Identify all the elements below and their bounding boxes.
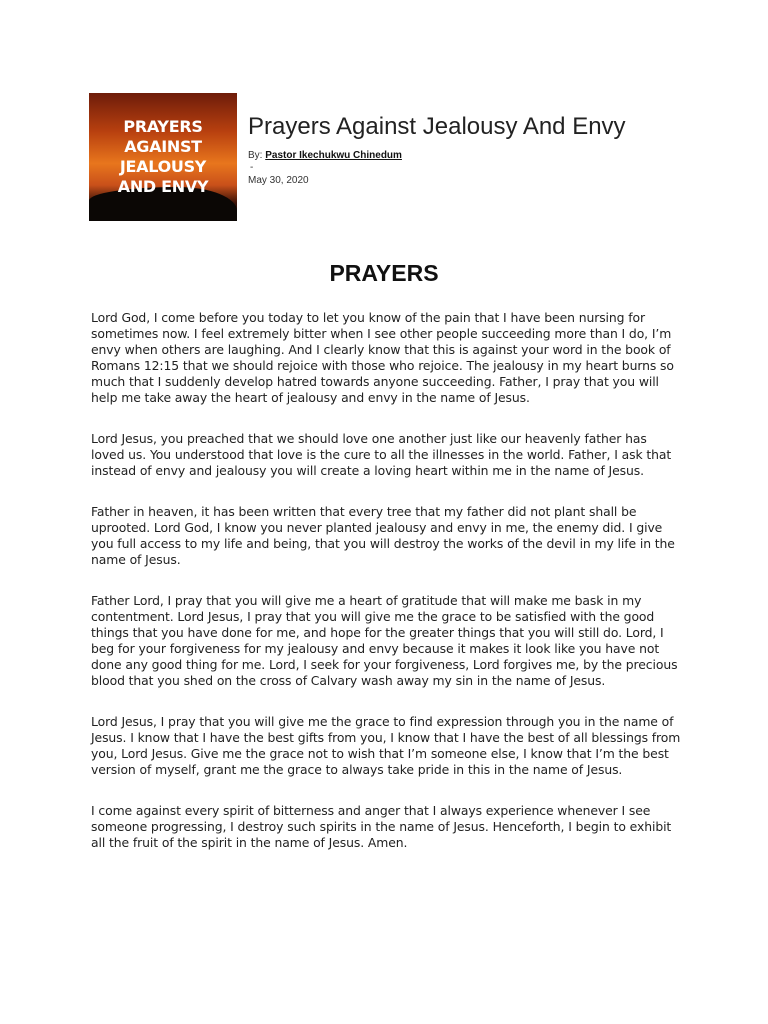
cover-line: PRAYERS	[123, 117, 203, 136]
paragraph: Lord Jesus, I pray that you will give me the grace to find expression through you in the name of Jesus. I know that I have the best gifts from you, I know that I have the best of all blessings from you, Lord Jesus. Give me the grace not to wish that I’m someone else, I know that I’m the best version of myself, grant me the grace to always take pride in this in the name of Jesus.	[91, 714, 681, 777]
byline	[248, 150, 402, 161]
cover-image	[89, 93, 237, 221]
cover-line: AGAINST	[124, 137, 202, 156]
publish-date: May 30, 2020	[248, 175, 309, 186]
section-heading: PRAYERS	[329, 260, 439, 286]
byline-separator: -	[250, 162, 254, 173]
paragraph: Lord God, I come before you today to let you know of the pain that I have been nursing for sometimes now. I feel extremely bitter when I see other people succeeding more than I do, I’m envy when others are laughing. And I clearly know that this is against your word in the book of Romans 12:15 that we should rejoice with those who rejoice. The jealousy in my heart burns so much that I suddenly develop hatred towards anyone succeeding. Father, I pray that you will help me take away the heart of jealousy and envy in the name of Jesus.	[91, 310, 674, 405]
author-link[interactable]: Pastor Ikechukwu Chinedum	[265, 150, 402, 161]
cover-line: AND ENVY	[117, 177, 209, 196]
paragraph: I come against every spirit of bitterness and anger that I always experience whenever I see someone progressing, I destroy such spirits in the name of Jesus. Henceforth, I begin to exhibit all the fruit of the spirit in the name of Jesus. Amen.	[91, 803, 672, 850]
cover-line: JEALOUSY	[119, 157, 207, 176]
by-label: By:	[248, 150, 263, 161]
cover-title	[89, 117, 237, 197]
document-body	[91, 310, 681, 876]
document-title: Prayers Against Jealousy And Envy	[248, 113, 626, 140]
paragraph: Father in heaven, it has been written that every tree that my father did not plant shall be uprooted. Lord God, I know you never planted jealousy and envy in me, the enemy did. I give you full access to my life and being, that you will destroy the works of the devil in my life in the name of Jesus.	[91, 504, 675, 567]
paragraph: Father Lord, I pray that you will give me a heart of gratitude that will make me bask in my contentment. Lord Jesus, I pray that you will give me the grace to be satisfied with the good things that you have done for me, and hope for the greater things that you will still do. Lord, I beg for your forgiveness for my jealousy and envy because it makes it look like you have not done any good thing for me. Lord, I seek for your forgiveness, Lord forgives me, by the precious blood that you shed on the cross of Calvary wash away my sin in the name of Jesus.	[91, 593, 678, 688]
paragraph: Lord Jesus, you preached that we should love one another just like our heavenly father has loved us. You understood that love is the cure to all the illnesses in the world. Father, I ask that instead of envy and jealousy you will create a loving heart within me in the name of Jesus.	[91, 431, 672, 478]
